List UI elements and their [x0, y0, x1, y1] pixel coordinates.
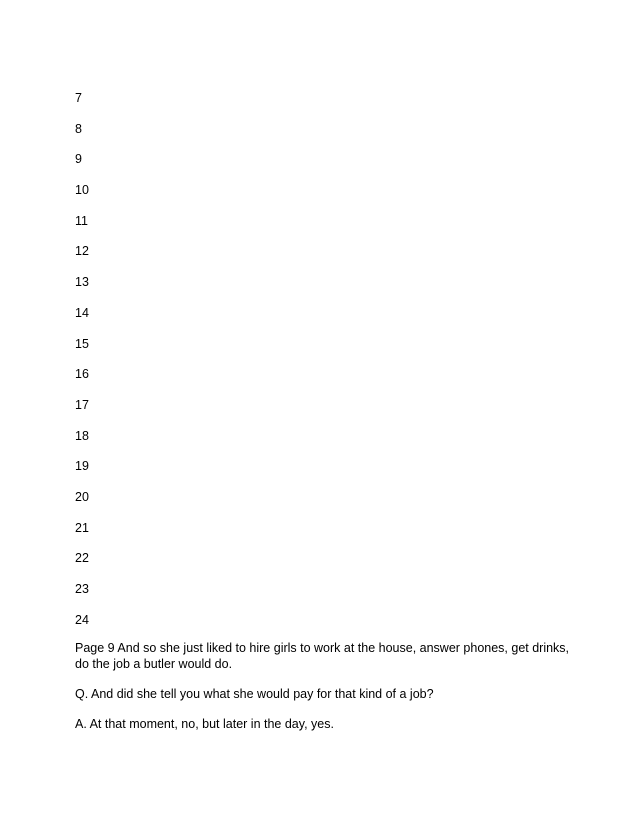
line-number: 12: [75, 244, 89, 259]
line-number: 10: [75, 183, 89, 198]
transcript-question: Q. And did she tell you what she would pay for that kind of a job?: [75, 687, 434, 701]
transcript-text: [75, 640, 570, 746]
line-number: 24: [75, 612, 89, 627]
line-number: 21: [75, 520, 89, 535]
line-number: 22: [75, 551, 89, 566]
line-number: 13: [75, 275, 89, 290]
line-number: 18: [75, 428, 89, 443]
transcript-answer: A. At that moment, no, but later in the day, yes.: [75, 717, 334, 731]
line-number: 9: [75, 152, 82, 167]
line-number: 16: [75, 367, 89, 382]
line-number-column: [75, 90, 89, 642]
line-number: 15: [75, 336, 89, 351]
line-number: 7: [75, 91, 82, 105]
line-number: 23: [75, 582, 89, 596]
line-number: 17: [75, 397, 89, 412]
line-number: 19: [75, 459, 89, 474]
line-number: 14: [75, 305, 89, 320]
line-number: 8: [75, 121, 82, 136]
line-number: 20: [75, 489, 89, 504]
transcript-paragraph-page-9: Page 9 And so she just liked to hire girls to work at the house, answer phones, get drinks, do the job a butler would do.: [75, 641, 570, 671]
line-number: 11: [75, 213, 88, 228]
